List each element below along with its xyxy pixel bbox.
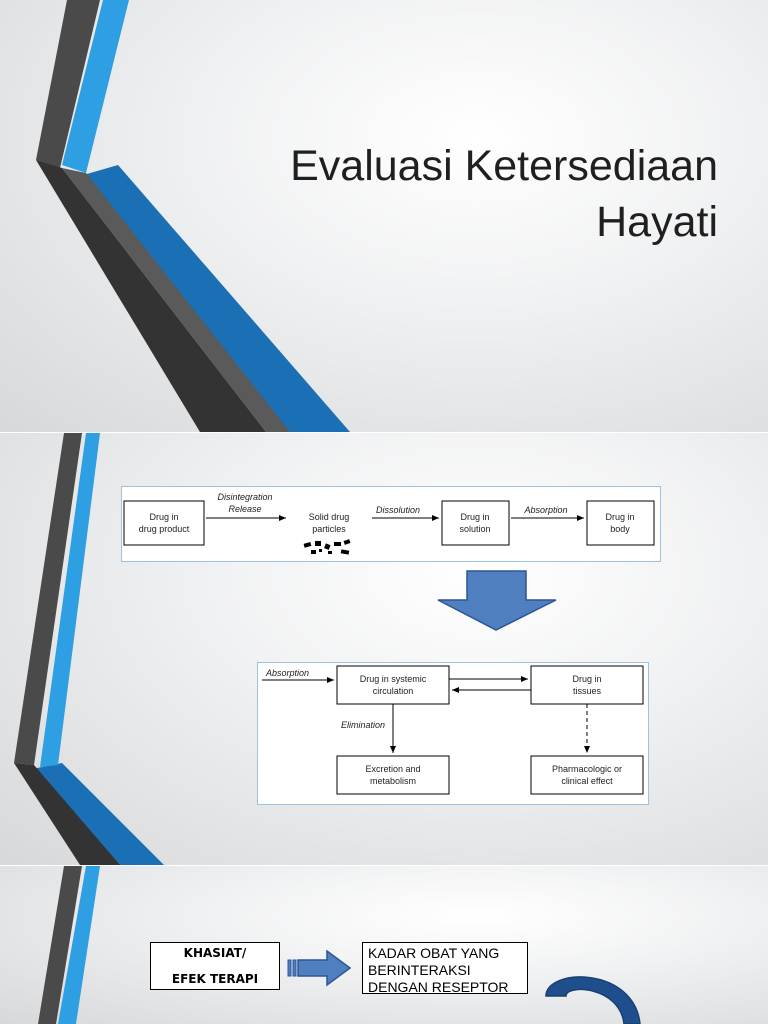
khasiat-line-1: KHASIAT/ bbox=[183, 946, 247, 960]
decoration-dark-band-shade bbox=[62, 168, 290, 432]
label-elimination: Elimination bbox=[341, 720, 386, 730]
figure-drug-release-flow bbox=[121, 486, 661, 562]
label-systemic-2: circulation bbox=[372, 686, 414, 696]
title-line-1: Evaluasi Ketersediaan bbox=[290, 142, 718, 190]
label-particles: particles bbox=[312, 524, 346, 534]
label-release: Release bbox=[228, 504, 262, 514]
title-line-2: Hayati bbox=[596, 198, 718, 246]
label-drug-solution-2: solution bbox=[459, 524, 491, 534]
right-arrow-icon bbox=[287, 950, 353, 988]
slide-title bbox=[290, 138, 718, 250]
solid-particles-icon bbox=[304, 539, 351, 555]
label-effect-1: Pharmacologic or bbox=[551, 764, 623, 774]
slide-3 bbox=[0, 866, 768, 1024]
label-drug-product-1: Drug in bbox=[149, 512, 179, 522]
box-drug-solution bbox=[442, 501, 509, 545]
kadar-line-1: KADAR OBAT YANG bbox=[368, 945, 500, 961]
label-excretion-1: Excretion and bbox=[365, 764, 421, 774]
label-tissues-2: tissues bbox=[572, 686, 602, 696]
kadar-line-2: BERINTERAKSI bbox=[368, 962, 471, 978]
label-drug-body-1: Drug in bbox=[605, 512, 635, 522]
label-dissolution: Dissolution bbox=[375, 505, 421, 515]
label-tissues-1: Drug in bbox=[572, 674, 602, 684]
box-khasiat bbox=[150, 942, 280, 990]
label-drug-product-2: drug product bbox=[138, 524, 190, 534]
box-drug-body bbox=[587, 501, 654, 545]
figure-systemic-flow bbox=[257, 662, 649, 805]
label-absorption-in: Absorption bbox=[266, 668, 310, 678]
box-drug-tissues bbox=[531, 666, 643, 704]
label-absorption: Absorption bbox=[524, 505, 568, 515]
label-drug-solution-1: Drug in bbox=[460, 512, 490, 522]
box-clinical-effect bbox=[531, 756, 643, 794]
khasiat-line-2: EFEK TERAPI bbox=[171, 972, 259, 986]
box-excretion bbox=[337, 756, 449, 794]
curved-arrow-icon bbox=[540, 962, 650, 1024]
label-solid-drug: Solid drug bbox=[308, 512, 350, 522]
box-systemic-circulation bbox=[337, 666, 449, 704]
box-kadar-obat bbox=[362, 942, 528, 994]
kadar-line-3: DENGAN RESEPTOR bbox=[368, 979, 509, 995]
label-disintegration: Disintegration bbox=[217, 492, 273, 502]
label-effect-2: clinical effect bbox=[561, 776, 613, 786]
down-arrow-icon bbox=[436, 570, 558, 632]
label-drug-body-2: body bbox=[610, 524, 630, 534]
label-excretion-2: metabolism bbox=[369, 776, 417, 786]
box-drug-product bbox=[124, 501, 204, 545]
slide-1 bbox=[0, 0, 768, 432]
slide-2 bbox=[0, 433, 768, 865]
label-systemic-1: Drug in systemic bbox=[359, 674, 427, 684]
